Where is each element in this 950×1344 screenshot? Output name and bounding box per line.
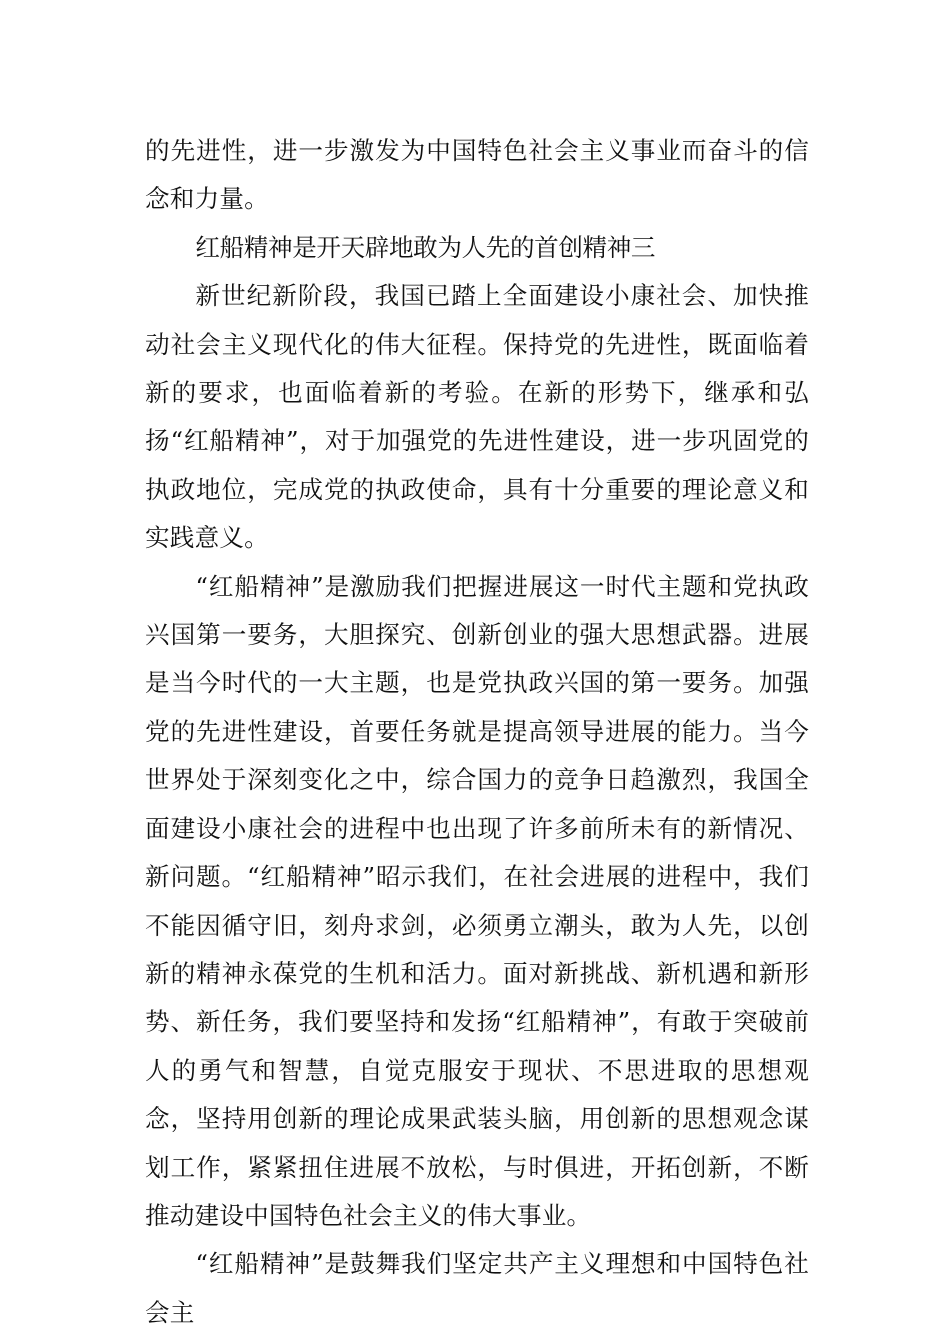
paragraph-continuation: 的先进性，进一步激发为中国特色社会主义事业而奋斗的信念和力量。 <box>145 136 809 214</box>
document-body <box>145 127 809 1337</box>
paragraph-ideals: “红船精神”是鼓舞我们坚定共产主义理想和中国特色社会主 <box>145 1249 809 1327</box>
paragraph-new-era: 新世纪新阶段，我国已踏上全面建设小康社会、加快推动社会主义现代化的伟大征程。保持党的先进性，既面临着新的要求，也面临着新的考验。在新的形势下，继承和弘扬“红船精神”，对于加强党的先进性建设，进一步巩固党的执政地位，完成党的执政使命，具有十分重要的理论意义和实践意义。 <box>145 281 809 553</box>
paragraph-innovation: “红船精神”是激励我们把握进展这一时代主题和党执政兴国第一要务，大胆探究、创新创业的强大思想武器。进展是当今时代的一大主题，也是党执政兴国的第一要务。加强党的先进性建设，首要任务就是提高领导进展的能力。当今世界处于深刻变化之中，综合国力的竞争日趋激烈，我国全面建设小康社会的进程中也出现了许多前所未有的新情况、新问题。“红船精神”昭示我们，在社会进展的进程中，我们不能因循守旧，刻舟求剑，必须勇立潮头，敢为人先，以创新的精神永葆党的生机和活力。面对新挑战、新机遇和新形势、新任务，我们要坚持和发扬“红船精神”，有敢于突破前人的勇气和智慧，自觉克服安于现状、不思进取的思想观念，坚持用创新的理论成果武装头脑，用创新的思想观念谋划工作，紧紧扭住进展不放松，与时俱进，开拓创新，不断推动建设中国特色社会主义的伟大事业。 <box>145 571 809 1230</box>
section-heading: 红船精神是开天辟地敢为人先的首创精神三 <box>195 232 656 262</box>
